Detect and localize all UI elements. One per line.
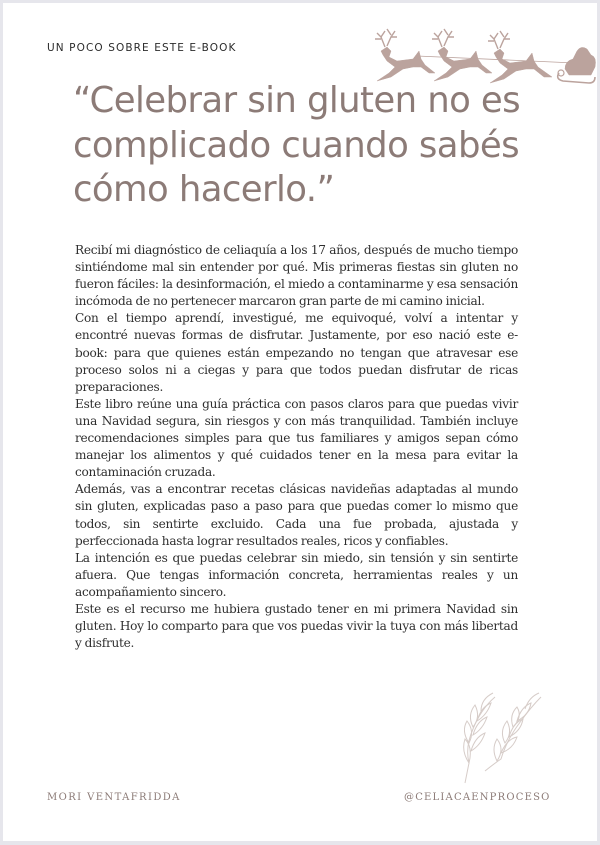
paragraph: Este libro reúne una guía práctica con pasos claros para que puedas vivir una Navidad segura, sin riesgos y con más tranquilidad. También incluye recomendaciones simples para que tus familiares y amigos sepan cómo manejar los alimentos y qué cuidados tener en la mesa para evitar la contaminación cruzada. bbox=[75, 396, 518, 480]
paragraph: Además, vas a encontrar recetas clásicas navideñas adaptadas al mundo sin gluten, explicadas paso a paso para que puedas comer lo mismo que todos, sin sentirte excluido. Cada una fue probada, ajustada y perfeccionada hasta lograr resultados reales, ricos y confiables. bbox=[75, 482, 518, 548]
pull-quote bbox=[73, 79, 543, 213]
body-text bbox=[75, 242, 518, 652]
quote-line: complicado cuando sabés bbox=[73, 124, 520, 166]
quote-line: “Celebrar sin gluten no es bbox=[73, 80, 521, 121]
ebook-page bbox=[3, 3, 597, 841]
quote-line: cómo hacerlo.” bbox=[73, 169, 335, 210]
author-name: MORI VENTAFRIDDA bbox=[47, 792, 181, 803]
social-handle: @CELIACAENPROCESO bbox=[404, 792, 551, 803]
paragraph: La intención es que puedas celebrar sin miedo, sin tensión y sin sentirte afuera. Que tengas información concreta, herramientas reales y un acompañamiento sincero. bbox=[75, 550, 518, 599]
paragraph: Este es el recurso me hubiera gustado tener en mi primera Navidad sin gluten. Hoy lo comparto para que vos puedas vivir la tuya con más libertad y disfrute. bbox=[75, 601, 518, 651]
paragraph: Recibí mi diagnóstico de celiaquía a los 17 años, después de mucho tiempo sintiéndome mal sin entender por qué. Mis primeras fiestas sin gluten no fueron fáciles: la desinformación, el miedo a contaminarme y esa sensación incómoda de no pertenecer marcaron gran parte de mi camino inicial. bbox=[75, 243, 518, 309]
section-label: UN POCO SOBRE ESTE E-BOOK bbox=[47, 42, 237, 54]
wheat-icon bbox=[451, 689, 551, 789]
paragraph: Con el tiempo aprendí, investigué, me equivoqué, volví a intentar y encontré nuevas formas de disfrutar. Justamente, por eso nació este e-book: para que quienes están empezando no tengan que atravesar ese proceso solos ni a ciegas y para que todos puedan disfrutar de ricas preparaciones. bbox=[75, 311, 518, 394]
